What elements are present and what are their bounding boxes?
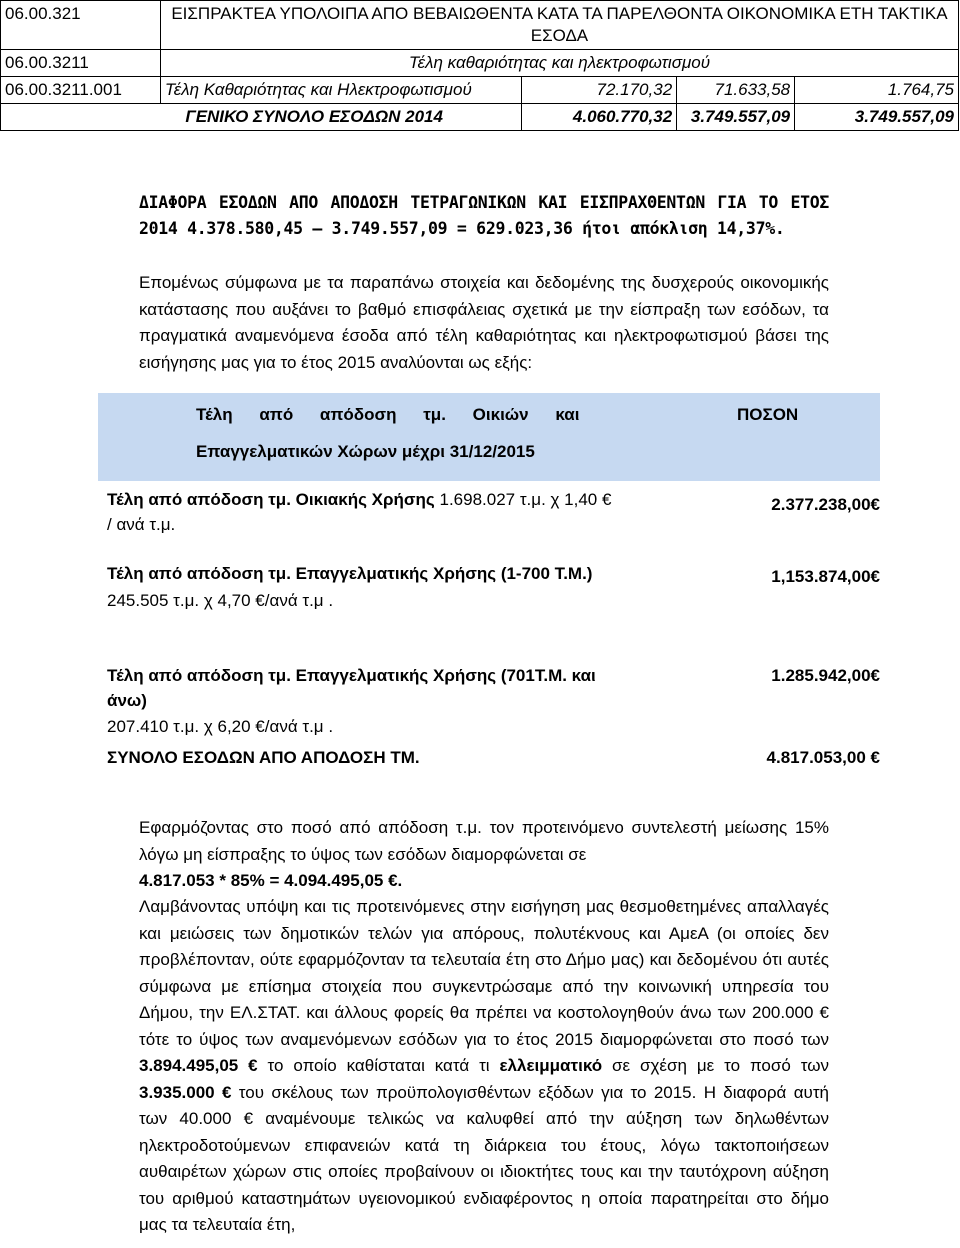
account-description: ΕΙΣΠΡΑΚΤΕΑ ΥΠΟΛΟΙΠΑ ΑΠΟ ΒΕΒΑΙΩΘΕΝΤΑ ΚΑΤΑ ΤΑ ΠΑΡΕΛΘΟΝΤΑ ΟΙΚΟΝΟΜΙΚΑ ΕΤΗ ΤΑΚΤΙΚΑ ΕΣΟΔΑ xyxy=(160,1,958,50)
table-row xyxy=(1,104,959,131)
value-cell: 1.764,75 xyxy=(795,77,959,104)
fee-label: Τέλη από απόδοση τμ. Επαγγελματικής Χρήσης (1-700 Τ.Μ.) xyxy=(107,564,593,583)
account-description: Τέλη καθαριότητας και ηλεκτροφωτισμού xyxy=(160,50,958,77)
fee-amount: 2.377.238,00€ xyxy=(771,495,880,514)
fee-label: Τέλη από απόδοση τμ. Επαγγελματικής Χρήσης (701Τ.Μ. και xyxy=(107,666,596,685)
value-cell: 4.060.770,32 xyxy=(522,104,677,131)
expected-revenue: 3.894.495,05 € xyxy=(139,1056,258,1075)
header-label: Τέλη από απόδοση τμ. Οικιών και xyxy=(196,405,580,424)
adjustment-text: το οποίο καθίσταται κατά τι xyxy=(257,1056,500,1075)
deficit-word: ελλειμματικό xyxy=(499,1056,603,1075)
reduction-paragraph xyxy=(139,815,829,895)
table-row xyxy=(1,77,959,104)
adjustment-text: Λαμβάνοντας υπόψη και τις προτεινόμενες στην εισήγηση μας θεσμοθετημένες απαλλαγές και μειώσεις των δημοτικών τελών για απόρους, πολυτέκνους και ΑμεΑ (οι οποίες δεν προβλέπονταν, ούτε εφαρμόζονταν τα τελευταία έτη στο Δήμο μας) και δεδομένου ότι αυτές σύμφωνα με επίσημα στοιχεία που συγκεντρώσαμε από την κοινωνική υπηρεσία του Δήμου, την ΕΛ.ΣΤΑΤ. και άλλους φορείς θα πρέπει να κοστολογηθούν άνω των 200.000 € τότε το ύψος των αναμενόμενων εσόδων για το έτος 2015 διαμορφώνεται στο ποσό των xyxy=(139,897,829,1049)
table-row xyxy=(1,1,959,50)
value-cell: 72.170,32 xyxy=(522,77,677,104)
fee-detail: 207.410 τ.μ. χ 6,20 €/ανά τ.μ . xyxy=(107,717,334,736)
value-cell: 3.749.557,09 xyxy=(795,104,959,131)
adjustment-text: του σκέλους των προϋπολογισθέντων εξόδων για το 2015. Η διαφορά αυτή των 40.000 € αναμένουμε τελικώς να καλυφθεί από την αύξηση των δηλωθέντων ηλεκτροδοτούμενων επιφανειών κατά τη διάρκεια του έτους, λόγω τακτοποιήσεων αυθαιρέτων χώρων στις οποίες προβαίνουν οι ιδιοκτήτες τους και την ταυτόχρονη αύξηση του αριθμού καταστημάτων υγειονομικού ενδιαφέροντος η οποία παρατηρείται στο δήμο μας τα τελευταία έτη, xyxy=(139,1082,829,1234)
total-amount: 4.817.053,00 € xyxy=(766,748,880,767)
fee-detail: / ανά τ.μ. xyxy=(107,515,176,534)
adjustment-paragraph xyxy=(139,894,829,1239)
expense-amount: 3.935.000 € xyxy=(139,1082,232,1102)
fee-detail: 245.505 τ.μ. χ 4,70 €/ανά τ.μ . xyxy=(107,591,334,610)
fee-label: Τέλη από απόδοση τμ. Οικιακής Χρήσης xyxy=(107,490,435,509)
total-label: ΓΕΝΙΚΟ ΣΥΝΟΛΟ ΕΣΟΔΩΝ 2014 xyxy=(1,104,522,131)
table-row xyxy=(1,50,959,77)
reduction-text: Εφαρμόζοντας στο ποσό από απόδοση τ.μ. τον προτεινόμενο συντελεστή μείωσης 15% λόγω μη είσπραξης το ύψος των εσόδων διαμορφώνεται σε xyxy=(139,818,829,864)
header-label: Επαγγελματικών Χώρων μέχρι 31/12/2015 xyxy=(196,442,535,461)
fee-row xyxy=(107,487,667,512)
adjustment-text: σε σχέση με το ποσό των xyxy=(602,1056,829,1075)
total-label: ΣΥΝΟΛΟ ΕΣΟΔΩΝ ΑΠΟ ΑΠΟΔΟΣΗ ΤΜ. xyxy=(107,748,420,767)
difference-statement: ΔΙΑΦΟΡΑ ΕΣΟΔΩΝ ΑΠΟ ΑΠΟΔΟΣΗ ΤΕΤΡΑΓΩΝΙΚΩΝ ΚΑΙ ΕΙΣΠΡΑΧΘΕΝΤΩΝ ΓΙΑ ΤΟ ΕΤΟΣ 2014 4.378.580,45 – 3.749.557,09 = 629.023,36 ήτοι απόκλιση 14,37%. xyxy=(139,193,829,238)
fee-label: άνω) xyxy=(107,691,147,710)
header-amount-label: ΠΟΣΟΝ xyxy=(737,405,799,424)
account-code: 06.00.321 xyxy=(1,1,161,50)
intro-paragraph: Επομένως σύμφωνα με τα παραπάνω στοιχεία και δεδομένης της δυσχερούς οικονομικής κατάστασης που αυξάνει το βαθμό επισφάλειας σχετικά με την είσπραξη των εσόδων, τα πραγματικά αναμενόμενα έσοδα από τέλη καθαριότητας και ηλεκτροφωτισμού βάσει της εισήγησης μας για το έτος 2015 αναλύονται ως εξής: xyxy=(139,273,829,372)
value-cell: 71.633,58 xyxy=(677,77,795,104)
account-description: Τέλη Καθαριότητας και Ηλεκτροφωτισμού xyxy=(160,77,521,104)
fee-amount: 1.285.942,00€ xyxy=(771,666,880,685)
account-code: 06.00.3211.001 xyxy=(1,77,161,104)
reduction-result: 4.817.053 * 85% = 4.094.495,05 €. xyxy=(139,871,403,890)
budget-table xyxy=(0,0,959,131)
value-cell: 3.749.557,09 xyxy=(677,104,795,131)
fee-detail: 1.698.027 τ.μ. χ 1,40 € xyxy=(434,490,612,509)
fee-amount: 1,153.874,00€ xyxy=(771,567,880,586)
account-code: 06.00.3211 xyxy=(1,50,161,77)
